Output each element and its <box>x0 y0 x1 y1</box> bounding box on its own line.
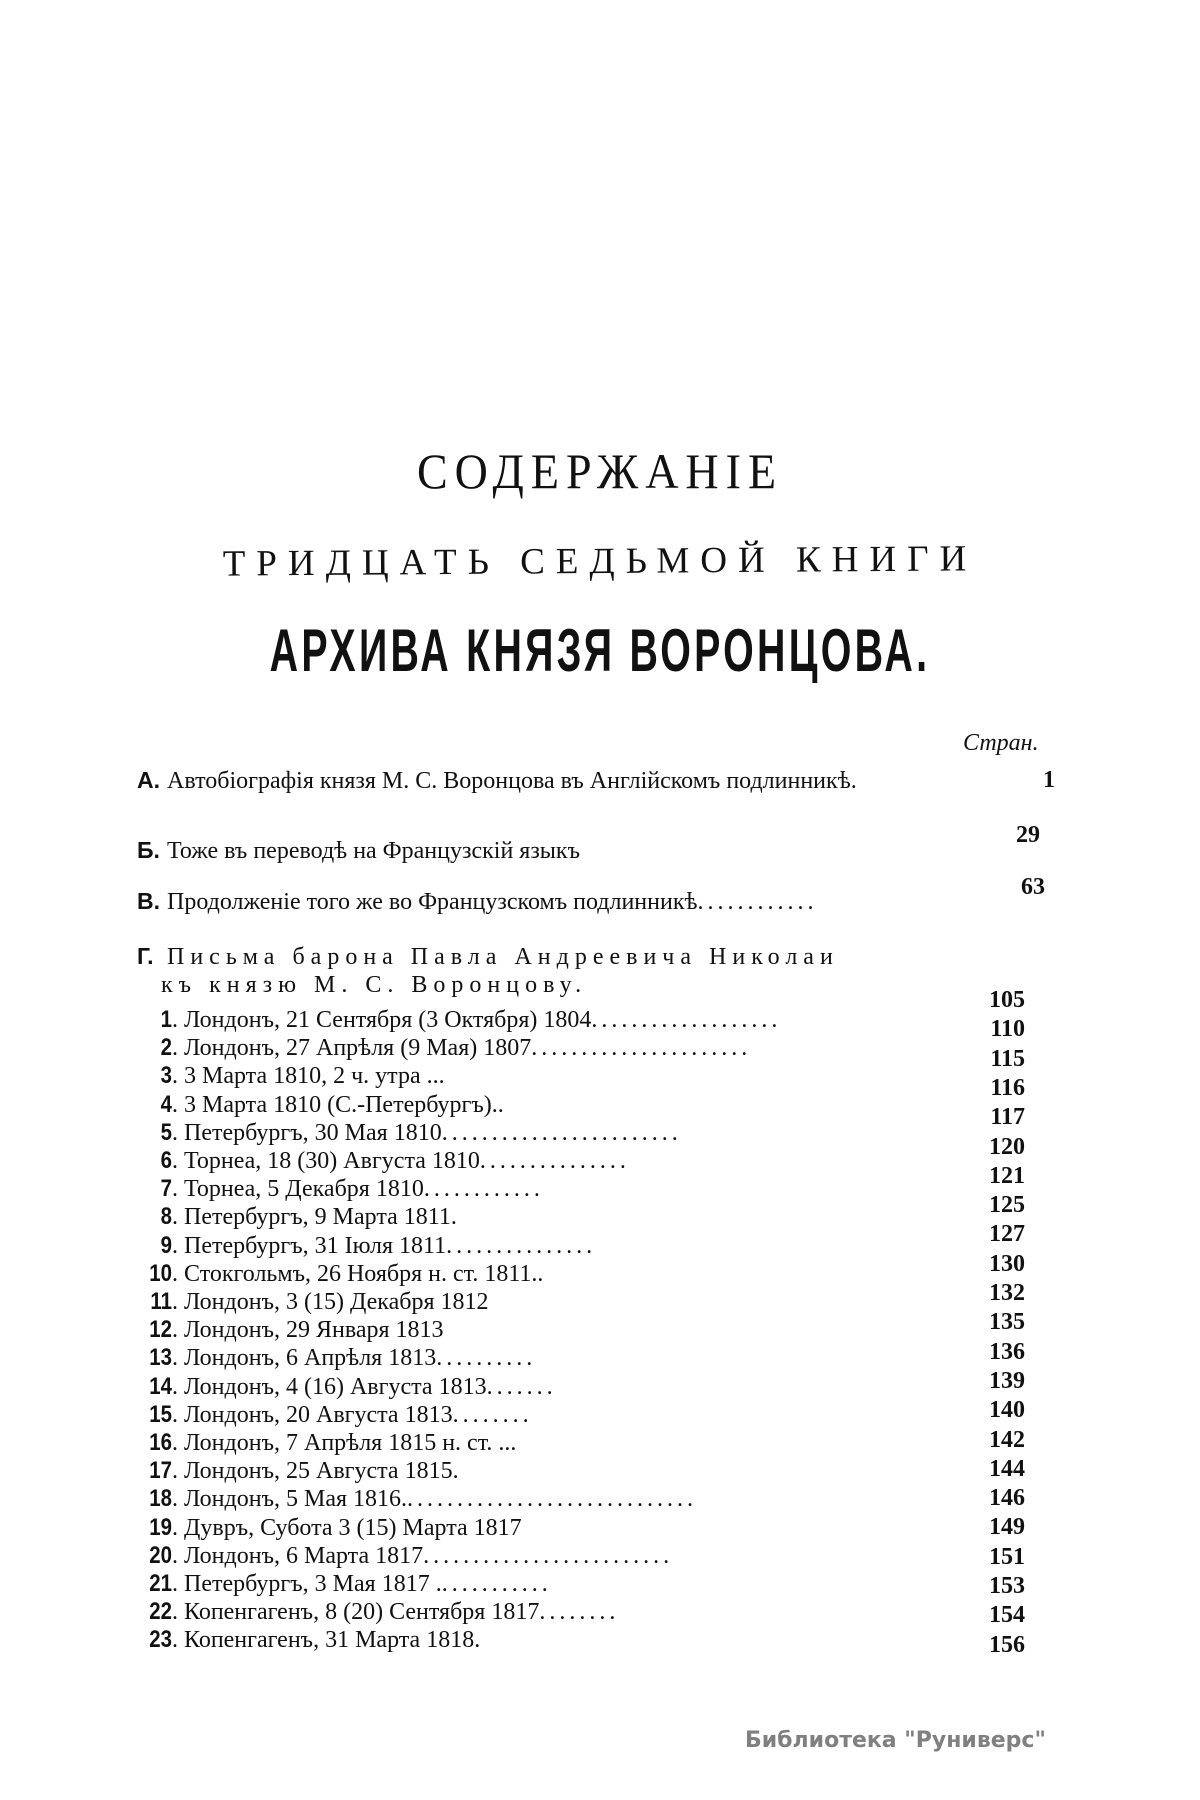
section-g <box>137 943 839 971</box>
section-v <box>137 888 818 916</box>
page-number: 116 <box>990 1074 1025 1101</box>
page-number: 125 <box>989 1192 1025 1219</box>
entry-number-period: . <box>172 1627 178 1654</box>
entry-number-period: . <box>172 1514 178 1541</box>
entry-number: 6 <box>160 1147 172 1174</box>
page-number: 139 <box>989 1367 1025 1394</box>
entry-number-period: . <box>172 1289 178 1315</box>
entry-number: 16 <box>149 1429 172 1456</box>
section-page: 1 <box>1043 767 1055 793</box>
letter-entry <box>128 1457 459 1485</box>
letter-entry <box>128 1147 630 1175</box>
entry-number: 11 <box>150 1288 172 1315</box>
leader-dots: ............ <box>697 889 818 915</box>
entry-number-period: . <box>172 1345 178 1372</box>
entry-title: Копенгагенъ, 8 (20) Сентября 1817 <box>184 1599 540 1626</box>
letter-entry <box>128 1373 557 1401</box>
contents-subtitle: ТРИДЦАТЬ СЕДЬМОЙ КНИГИ <box>222 538 978 585</box>
letter-entry <box>128 1203 457 1231</box>
page-number: 121 <box>989 1162 1025 1189</box>
letter-entry <box>128 1175 544 1203</box>
page-number: 151 <box>989 1543 1025 1570</box>
section-title: Автобіографія князя М. С. Воронцова въ Англійскомъ подлинникѣ. <box>167 768 857 794</box>
section-letter: Г. <box>137 943 154 969</box>
entry-number-period: . <box>172 1317 178 1344</box>
letter-entry <box>128 1260 543 1288</box>
leader-dots: ........... <box>441 1571 552 1597</box>
archive-title: АРХИВА КНЯЗЯ ВОРОНЦОВА. <box>269 618 931 685</box>
entry-number: 8 <box>160 1203 172 1231</box>
entry-title: Лондонъ, 6 Марта 1817 <box>184 1542 424 1569</box>
leader-dots: .......... <box>436 1345 537 1372</box>
page-number: 140 <box>989 1397 1025 1424</box>
page-number: 115 <box>990 1045 1025 1072</box>
leader-dots: ............ <box>423 1176 544 1203</box>
letter-entry <box>128 1344 536 1372</box>
entry-title: 3 Марта 1810 (С.-Петербургъ).. <box>184 1091 504 1118</box>
entry-title: Петербургъ, 3 Мая 1817 . <box>184 1571 442 1597</box>
letter-entry <box>128 1570 552 1598</box>
entry-number-period: . <box>172 1260 178 1287</box>
entry-title: Лондонъ, 4 (16) Августа 1813 <box>184 1373 487 1400</box>
leader-dots: ...................... <box>531 1035 752 1062</box>
entry-number-period: . <box>172 1486 178 1513</box>
letter-entry <box>128 1514 522 1542</box>
entry-number-period: . <box>172 1232 178 1259</box>
entry-title: Лондонъ, 5 Мая 1816. <box>184 1486 408 1513</box>
entry-number: 13 <box>149 1344 172 1372</box>
entry-number: 9 <box>160 1231 172 1259</box>
entry-title: Лондонъ, 3 (15) Декабря 1812 <box>184 1289 489 1315</box>
pages-column-header: Стран. <box>963 730 1039 756</box>
page-number: 154 <box>989 1602 1025 1629</box>
page-number: 130 <box>989 1250 1025 1277</box>
entry-number-period: . <box>172 1599 178 1626</box>
entry-number: 1 <box>160 1006 172 1033</box>
page-number: 110 <box>990 1016 1025 1043</box>
entry-title: Торнеа, 18 (30) Августа 1810 <box>184 1148 480 1174</box>
entry-number: 5 <box>160 1118 172 1146</box>
entry-number-period: . <box>172 1458 178 1485</box>
entry-number: 10 <box>149 1259 172 1287</box>
leader-dots: ............... <box>479 1148 630 1174</box>
letter-entry <box>128 1119 682 1147</box>
entry-title: Стокгольмъ, 26 Ноября н. ст. 1811.. <box>184 1260 544 1287</box>
entry-number: 7 <box>160 1175 172 1203</box>
entry-number-period: . <box>172 1176 178 1203</box>
entry-title: Лондонъ, 20 Августа 1813 <box>184 1401 453 1428</box>
entry-title: Дувръ, Субота 3 (15) Марта 1817 <box>184 1514 522 1541</box>
letter-entry <box>128 1288 489 1316</box>
entry-title: Лондонъ, 21 Сентября (3 Октября) 1804 <box>184 1007 592 1033</box>
entry-number: 17 <box>149 1457 172 1485</box>
entry-title: Петербургъ, 30 Мая 1810 <box>184 1119 442 1146</box>
entry-number: 12 <box>149 1316 172 1344</box>
entry-number: 15 <box>149 1400 172 1428</box>
entry-title: Петербургъ, 31 Іюля 1811 <box>184 1232 447 1259</box>
entry-title: Петербургъ, 9 Марта 1811. <box>184 1204 457 1231</box>
section-title-line2: къ князю М. С. Воронцову. <box>161 972 588 998</box>
entry-title: Лондонъ, 6 Апрѣля 1813 <box>184 1345 437 1372</box>
page-number: 142 <box>989 1426 1025 1453</box>
page-number: 136 <box>989 1338 1025 1365</box>
entry-number: 22 <box>149 1598 172 1626</box>
page-number: 105 <box>989 987 1025 1013</box>
letter-entry <box>128 1316 444 1344</box>
section-letter: А. <box>137 767 160 793</box>
leader-dots: ................... <box>591 1007 782 1033</box>
leader-dots: ........ <box>452 1401 533 1428</box>
entry-number-period: . <box>172 1035 178 1062</box>
letter-entry <box>128 1626 480 1654</box>
letter-entry <box>128 1429 516 1457</box>
section-b <box>137 837 580 865</box>
page-number: 146 <box>989 1485 1025 1512</box>
entry-number: 19 <box>149 1513 172 1541</box>
letter-entry <box>128 1232 596 1260</box>
entry-number-period: . <box>172 1373 178 1400</box>
section-title: Тоже въ переводѣ на Французскій языкъ <box>167 838 581 864</box>
entry-title: Лондонъ, 7 Апрѣля 1815 н. ст. ... <box>184 1430 517 1456</box>
letter-entry <box>128 1401 533 1429</box>
leader-dots: ........ <box>539 1599 620 1626</box>
entry-number-period: . <box>172 1571 178 1597</box>
entry-title: Торнеа, 5 Декабря 1810 <box>184 1176 424 1203</box>
leader-dots: ....... <box>486 1373 557 1400</box>
section-letter: Б. <box>137 837 160 863</box>
page-number: 149 <box>989 1514 1025 1541</box>
letter-entry <box>128 1542 673 1570</box>
page-number: 127 <box>989 1221 1025 1248</box>
entry-title: Лондонъ, 29 Января 1813 <box>184 1317 444 1344</box>
section-letter: В. <box>137 888 160 914</box>
leader-dots: ............................. <box>407 1486 698 1513</box>
section-g-line2 <box>161 972 587 999</box>
page-number: 117 <box>990 1104 1025 1131</box>
library-watermark: Библиотека "Руниверс" <box>745 1728 1046 1753</box>
contents-title: СОДЕРЖАНІЕ <box>416 443 784 500</box>
page-number: 156 <box>989 1631 1025 1658</box>
page-number: 153 <box>989 1573 1025 1599</box>
leader-dots: ........................ <box>441 1119 682 1146</box>
page-number: 120 <box>989 1133 1025 1160</box>
page-number: 132 <box>989 1280 1025 1306</box>
entry-number-period: . <box>172 1542 178 1569</box>
entry-number: 2 <box>160 1034 172 1062</box>
entry-number: 4 <box>160 1090 172 1118</box>
entry-title: 3 Марта 1810, 2 ч. утра ... <box>184 1063 445 1090</box>
entry-number-period: . <box>172 1204 178 1231</box>
entry-number-period: . <box>172 1430 178 1456</box>
page-number: 135 <box>989 1309 1025 1336</box>
entry-number-period: . <box>172 1007 178 1033</box>
entry-number: 21 <box>149 1570 172 1597</box>
entry-number-period: . <box>172 1119 178 1146</box>
entry-number-period: . <box>172 1091 178 1118</box>
leader-dots: ......................... <box>423 1542 674 1569</box>
leader-dots: ............... <box>446 1232 597 1259</box>
section-a <box>137 767 857 795</box>
entry-number: 14 <box>149 1372 172 1400</box>
entry-number-period: . <box>172 1063 178 1090</box>
entry-title: Лондонъ, 25 Августа 1815. <box>184 1458 459 1485</box>
letter-entry <box>128 1034 751 1062</box>
page-number: 144 <box>989 1455 1025 1482</box>
entry-number: 3 <box>160 1062 172 1090</box>
section-title-line1: Письма барона Павла Андреевича Николаи <box>167 944 839 970</box>
letter-entry <box>128 1485 697 1513</box>
section-page: 29 <box>1016 822 1040 848</box>
letter-entry <box>128 1006 781 1034</box>
entry-title: Лондонъ, 27 Апрѣля (9 Мая) 1807 <box>184 1035 532 1062</box>
entry-number: 23 <box>149 1626 172 1654</box>
letter-entry <box>128 1062 445 1090</box>
entry-number: 18 <box>149 1485 172 1513</box>
section-title: Продолженіе того же во Французскомъ подлинникѣ <box>167 889 698 915</box>
letter-entry <box>128 1598 619 1626</box>
entry-number-period: . <box>172 1401 178 1428</box>
entry-number: 20 <box>149 1541 172 1569</box>
entry-number-period: . <box>172 1148 178 1174</box>
entry-title: Копенгагенъ, 31 Марта 1818. <box>184 1627 481 1654</box>
letter-entry <box>128 1091 504 1119</box>
section-page: 63 <box>1021 874 1045 900</box>
